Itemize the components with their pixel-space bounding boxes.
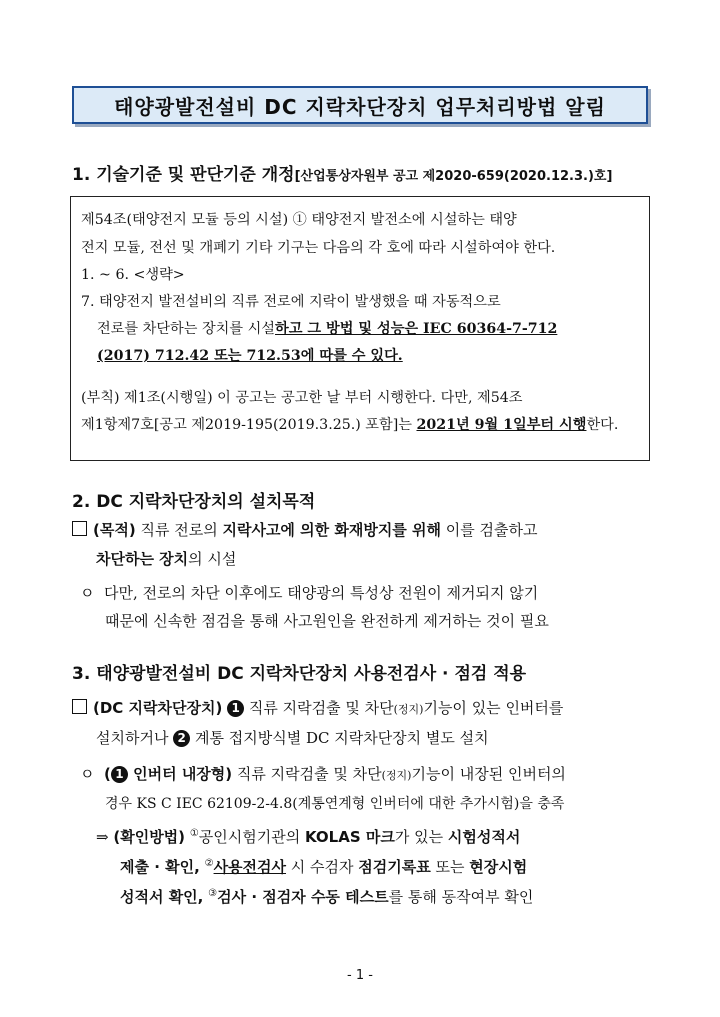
law-emphasis: 2021년 9월 1일부터 시행 (416, 417, 587, 433)
page-title: 태양광발전설비 DC 지락차단장치 업무처리방법 알림 (72, 86, 648, 124)
bullet-marker: ㅇ (80, 765, 95, 783)
law-text: 전로를 차단하는 장치를 시설 (97, 321, 275, 337)
check-text: 시 수검자 (286, 858, 359, 876)
purpose-emphasis: 지락사고에 의한 화재방지를 위해 (222, 521, 441, 539)
law-line: 1. ~ 6. <생략> (81, 267, 185, 283)
inverter-label: ( (104, 765, 111, 783)
section3-check-cont (120, 856, 527, 877)
number-2-icon: 2 (173, 730, 190, 747)
purpose-text: 이를 검출하고 (441, 521, 538, 539)
purpose-text: 직류 전로의 (135, 521, 223, 539)
check-emphasis: 성적서 확인, (120, 888, 204, 906)
section1-heading-note: [산업통상자원부 공고 제2020-659(2020.12.3.)호] (294, 169, 613, 184)
inverter-small: (정지) (381, 769, 412, 782)
device-small: (정지) (393, 703, 424, 716)
bullet-text: 다만, 전로의 차단 이후에도 태양광의 특성상 전원이 제거되지 않기 (104, 584, 539, 602)
check-emphasis: 시험성적서 (447, 828, 521, 846)
inverter-label: 인버터 내장형) (127, 765, 233, 783)
section3-inverter-cont: 경우 KS C IEC 62109-2-4.8(계통연계형 인버터에 대한 추가시험)을 충족 (105, 796, 565, 812)
device-label: (DC 지락차단장치) (93, 699, 223, 717)
section3-check (96, 826, 520, 847)
law-line: (부칙) 제1조(시행일) 이 공고는 공고한 날 부터 시행한다. 다만, 제54조 (81, 390, 523, 406)
law-emphasis: 하고 그 방법 및 성능은 IEC 60364-7-712 (275, 321, 558, 337)
check-emphasis: KOLAS 마크 (304, 828, 395, 846)
law-line (81, 414, 618, 434)
check-emphasis: 현장시험 (469, 858, 528, 876)
law-line: 전지 모듈, 전선 및 개폐기 기타 기구는 다음의 각 호에 따라 시설하여야 한다. (81, 240, 556, 256)
purpose-label: (목적) (93, 521, 136, 539)
device-text: 설치하거나 (96, 729, 174, 747)
section3-inverter (80, 763, 566, 784)
purpose-emphasis: 차단하는 장치 (96, 550, 189, 568)
check-emphasis: 점검기록표 (358, 858, 431, 876)
check-label: (확인방법) (113, 828, 186, 846)
number-1-icon: 1 (111, 766, 128, 783)
circled-1: ① (189, 828, 199, 839)
section1-heading (72, 160, 612, 185)
check-text: 가 있는 (394, 828, 448, 846)
arrow-icon: ⇒ (96, 828, 109, 846)
check-emphasis: 사용전검사 (213, 858, 287, 876)
section2-bullet (80, 582, 538, 603)
section3-check-cont2 (120, 886, 533, 907)
law-excerpt-box (70, 196, 650, 461)
section1-heading-text: 1. 기술기준 및 판단기준 개정 (72, 165, 295, 185)
number-1-icon: 1 (227, 700, 244, 717)
section3-heading: 3. 태양광발전설비 DC 지락차단장치 사용전검사 · 점검 적용 (72, 664, 527, 684)
section2-heading: 2. DC 지락차단장치의 설치목적 (72, 492, 316, 512)
section2-purpose-cont (96, 548, 236, 569)
check-emphasis: 검사 · 점검자 수동 테스트 (217, 888, 389, 906)
law-line: (2017) 712.42 또는 712.53에 따를 수 있다. (97, 348, 403, 364)
device-text: 기능이 있는 인버터를 (423, 699, 564, 717)
section3-device-cont (96, 727, 489, 748)
circled-3: ③ (208, 888, 218, 899)
law-text: 한다. (586, 417, 619, 433)
check-text: 를 통해 동작여부 확인 (388, 888, 534, 906)
page-number: - 1 - (347, 968, 373, 983)
inverter-text: 직류 지락검출 및 차단 (232, 765, 382, 783)
checkbox-square-icon (72, 699, 87, 714)
check-text: 또는 (430, 858, 470, 876)
inverter-text: 기능이 내장된 인버터의 (411, 765, 566, 783)
device-text: 직류 지락검출 및 차단 (244, 699, 394, 717)
law-line: 제54조(태양전지 모듈 등의 시설) ① 태양전지 발전소에 시설하는 태양 (81, 212, 517, 228)
check-emphasis: 제출 · 확인, (120, 858, 200, 876)
bullet-marker: ㅇ (80, 584, 95, 602)
checkbox-square-icon (72, 521, 87, 536)
section2-purpose (72, 519, 537, 540)
law-line (97, 318, 557, 338)
law-text: 제1항제7호[공고 제2019-195(2019.3.25.) 포함]는 (81, 417, 417, 433)
purpose-text: 의 시설 (188, 550, 237, 568)
law-line: 7. 태양전지 발전설비의 직류 전로에 지락이 발생했을 때 자동적으로 (81, 294, 501, 310)
check-text: 공인시험기관의 (198, 828, 305, 846)
section3-device (72, 697, 563, 718)
section2-bullet-cont: 때문에 신속한 점검을 통해 사고원인을 완전하게 제거하는 것이 필요 (105, 612, 549, 630)
circled-2: ② (204, 858, 214, 869)
device-text: 계통 접지방식별 DC 지락차단장치 별도 설치 (190, 729, 489, 747)
